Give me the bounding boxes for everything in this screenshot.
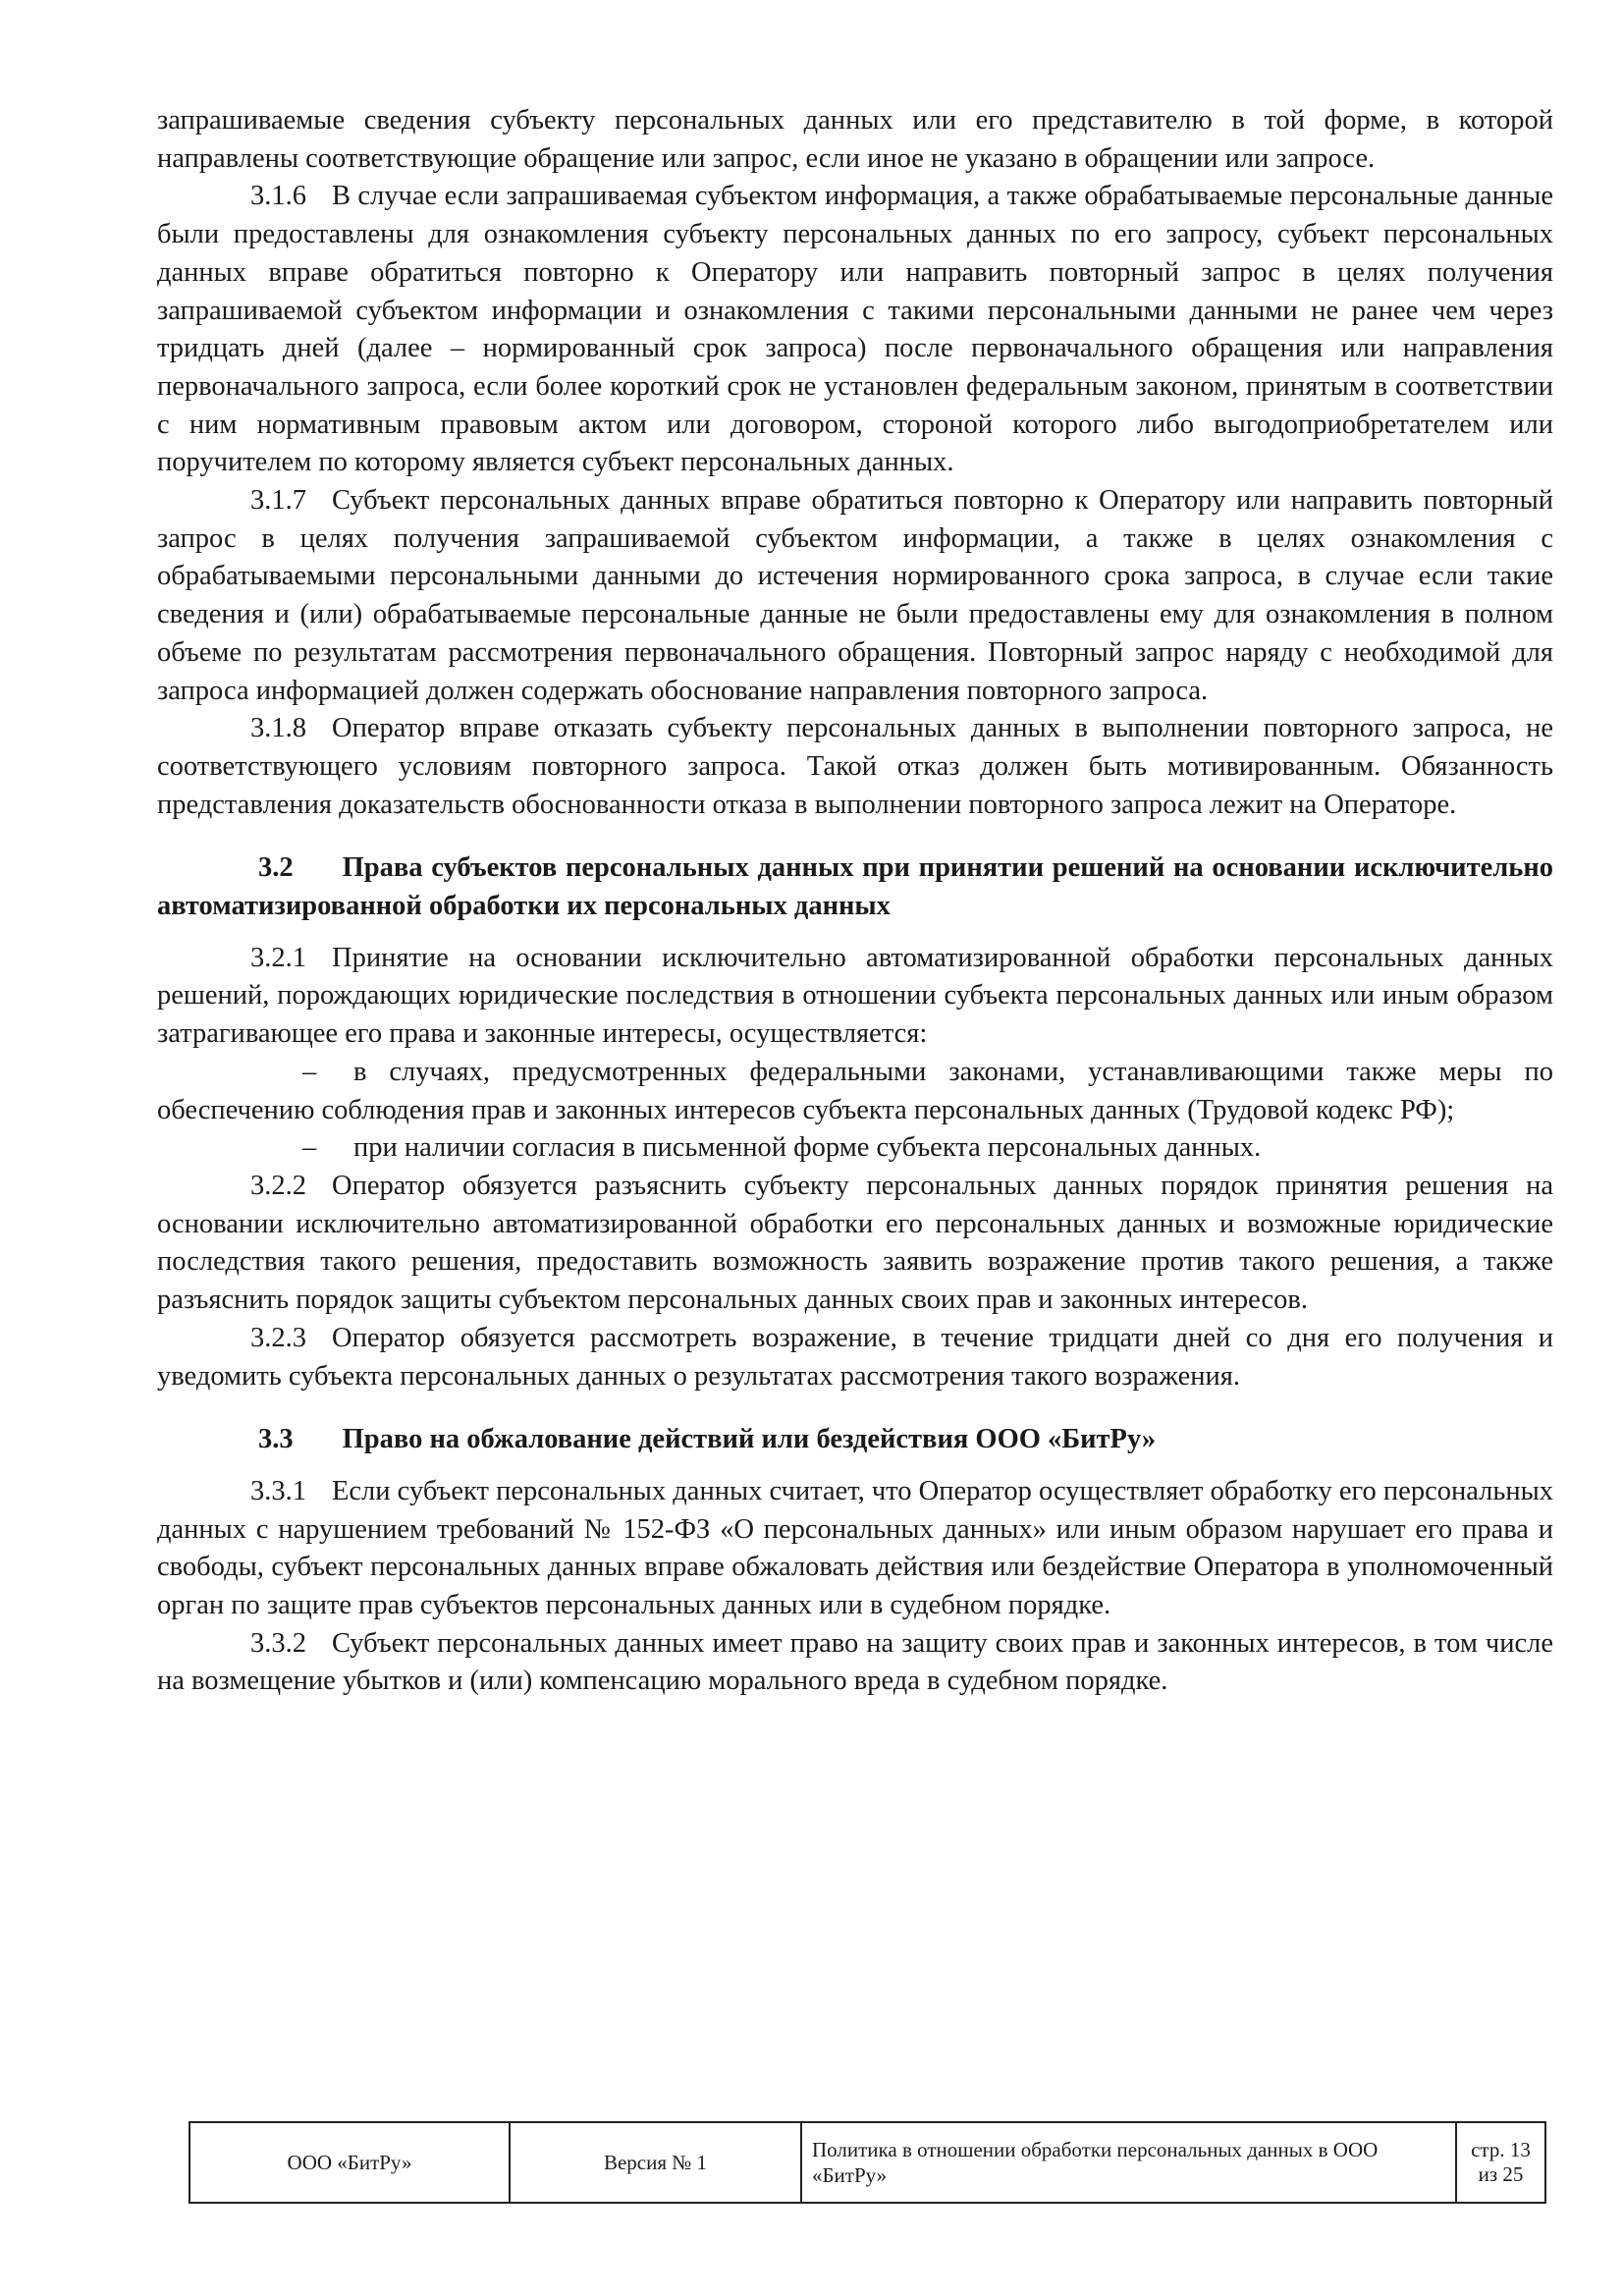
document-page	[157, 102, 1553, 1701]
footer-page-number: стр. 13 из 25	[1456, 2122, 1545, 2203]
clause-number: 3.1.8	[250, 713, 306, 744]
clause-text: Оператор обязуется рассмотреть возражение, в течение тридцати дней со дня его получения и уведомить субъекта персональных данных о результатах рассмотрения такого возражения.	[157, 1322, 1553, 1392]
footer-document-title: Политика в отношении обработки персональных данных в ООО «БитРу»	[801, 2122, 1456, 2203]
clause-text: Субъект персональных данных вправе обратиться повторно к Оператору или направить повторный запрос в целях получения запрашиваемой субъектом информации, а также в целях ознакомления с обрабатываемыми персональными данными до истечения нормированного срока запроса, в случае если такие сведения и (или) обрабатываемые персональные данные не были предоставлены ему для ознакомления в полном объеме по результатам рассмотрения первоначального обращения. Повторный запрос наряду с необходимой для запроса информацией должен содержать обоснование направления повторного запроса.	[157, 485, 1553, 706]
paragraph-3-3-2	[157, 1625, 1553, 1701]
clause-text: В случае если запрашиваемая субъектом информация, а также обрабатываемые персональные данные были предоставлены для ознакомления субъекту персональных данных по его запросу, субъект персональных данных вправе обратиться повторно к Оператору или направить повторный запрос в целях получения запрашиваемой субъектом информации и ознакомления с такими персональными данными не ранее чем через тридцать дней (далее – нормированный срок запроса) после первоначального обращения или направления первоначального запроса, если более короткий срок не установлен федеральным законом, принятым в соответствии с ним нормативным правовым актом или договором, стороной которого либо выгодоприобретателем или поручителем по которому является субъект персональных данных.	[157, 181, 1553, 478]
clause-text: Оператор обязуется разъяснить субъекту персональных данных порядок принятия решения на основании исключительно автоматизированной обработки его персональных данных и возможные юридические последствия такого решения, предоставить возможность заявить возражение против такого решения, а также разъяснить порядок защиты субъектом персональных данных своих прав и законных интересов.	[157, 1170, 1553, 1316]
section-number: 3.2	[258, 852, 294, 884]
dash-icon: –	[302, 1056, 317, 1087]
clause-text: Субъект персональных данных имеет право на защиту своих прав и законных интересов, в том числе на возмещение убытков и (или) компенсацию морального вреда в судебном порядке.	[157, 1627, 1553, 1697]
dash-icon: –	[302, 1132, 317, 1164]
clause-text: Если субъект персональных данных считает, что Оператор осуществляет обработку его персональных данных с нарушением требований № 152-ФЗ «О персональных данных» или иным образом нарушает его права и свободы, субъект персональных данных вправе обжаловать действия или бездействие Оператора в уполномоченный орган по защите прав субъектов персональных данных или в судебном порядке.	[157, 1475, 1553, 1621]
section-heading-3-3	[157, 1421, 1553, 1459]
paragraph-3-3-1	[157, 1473, 1553, 1625]
paragraph-3-1-7	[157, 482, 1553, 710]
paragraph-continuation: запрашиваемые сведения субъекту персональных данных или его представителю в той форме, в которой направлены соответствующие обращение или запрос, если иное не указано в обращении или запросе.	[157, 105, 1553, 174]
bullet-item	[157, 1129, 1553, 1168]
footer-company: ООО «БитРу»	[189, 2122, 510, 2203]
section-title: Право на обжалование действий или бездействия ООО «БитРу»	[342, 1424, 1157, 1455]
bullet-text: в случаях, предусмотренных федеральными законами, устанавливающими также меры по обеспечению соблюдения прав и законных интересов субъекта персональных данных (Трудовой кодекс РФ);	[157, 1056, 1553, 1125]
clause-number: 3.1.6	[250, 181, 306, 212]
clause-number: 3.1.7	[250, 485, 306, 517]
bullet-text: при наличии согласия в письменной форме субъекта персональных данных.	[353, 1132, 1262, 1164]
section-number: 3.3	[258, 1424, 294, 1455]
paragraph-3-2-2	[157, 1168, 1553, 1320]
clause-number: 3.2.2	[250, 1170, 306, 1201]
page-footer-table	[189, 2121, 1546, 2204]
clause-text: Принятие на основании исключительно автоматизированной обработки персональных данных решений, порождающих юридические последствия в отношении субъекта персональных данных или иным образом затрагивающее его права и законные интересы, осуществляется:	[157, 942, 1553, 1050]
paragraph-3-2-1	[157, 940, 1553, 1054]
bullet-item	[157, 1054, 1553, 1129]
clause-number: 3.3.2	[250, 1627, 306, 1659]
section-title: Права субъектов персональных данных при принятии решений на основании исключительно автоматизированной обработки их персональных данных	[157, 852, 1553, 922]
clause-text: Оператор вправе отказать субъекту персональных данных в выполнении повторного запроса, не соответствующего условиям повторного запроса. Такой отказ должен быть мотивированным. Обязанность представления доказательств обоснованности отказа в выполнении повторного запроса лежит на Операторе.	[157, 713, 1553, 820]
paragraph-3-2-3	[157, 1320, 1553, 1395]
section-heading-3-2	[157, 849, 1553, 925]
clause-number: 3.2.3	[250, 1322, 306, 1353]
paragraph-3-1-6	[157, 178, 1553, 482]
footer-version: Версия № 1	[510, 2122, 801, 2203]
clause-number: 3.3.1	[250, 1475, 306, 1506]
clause-number: 3.2.1	[250, 942, 306, 973]
paragraph-3-1-8	[157, 710, 1553, 824]
